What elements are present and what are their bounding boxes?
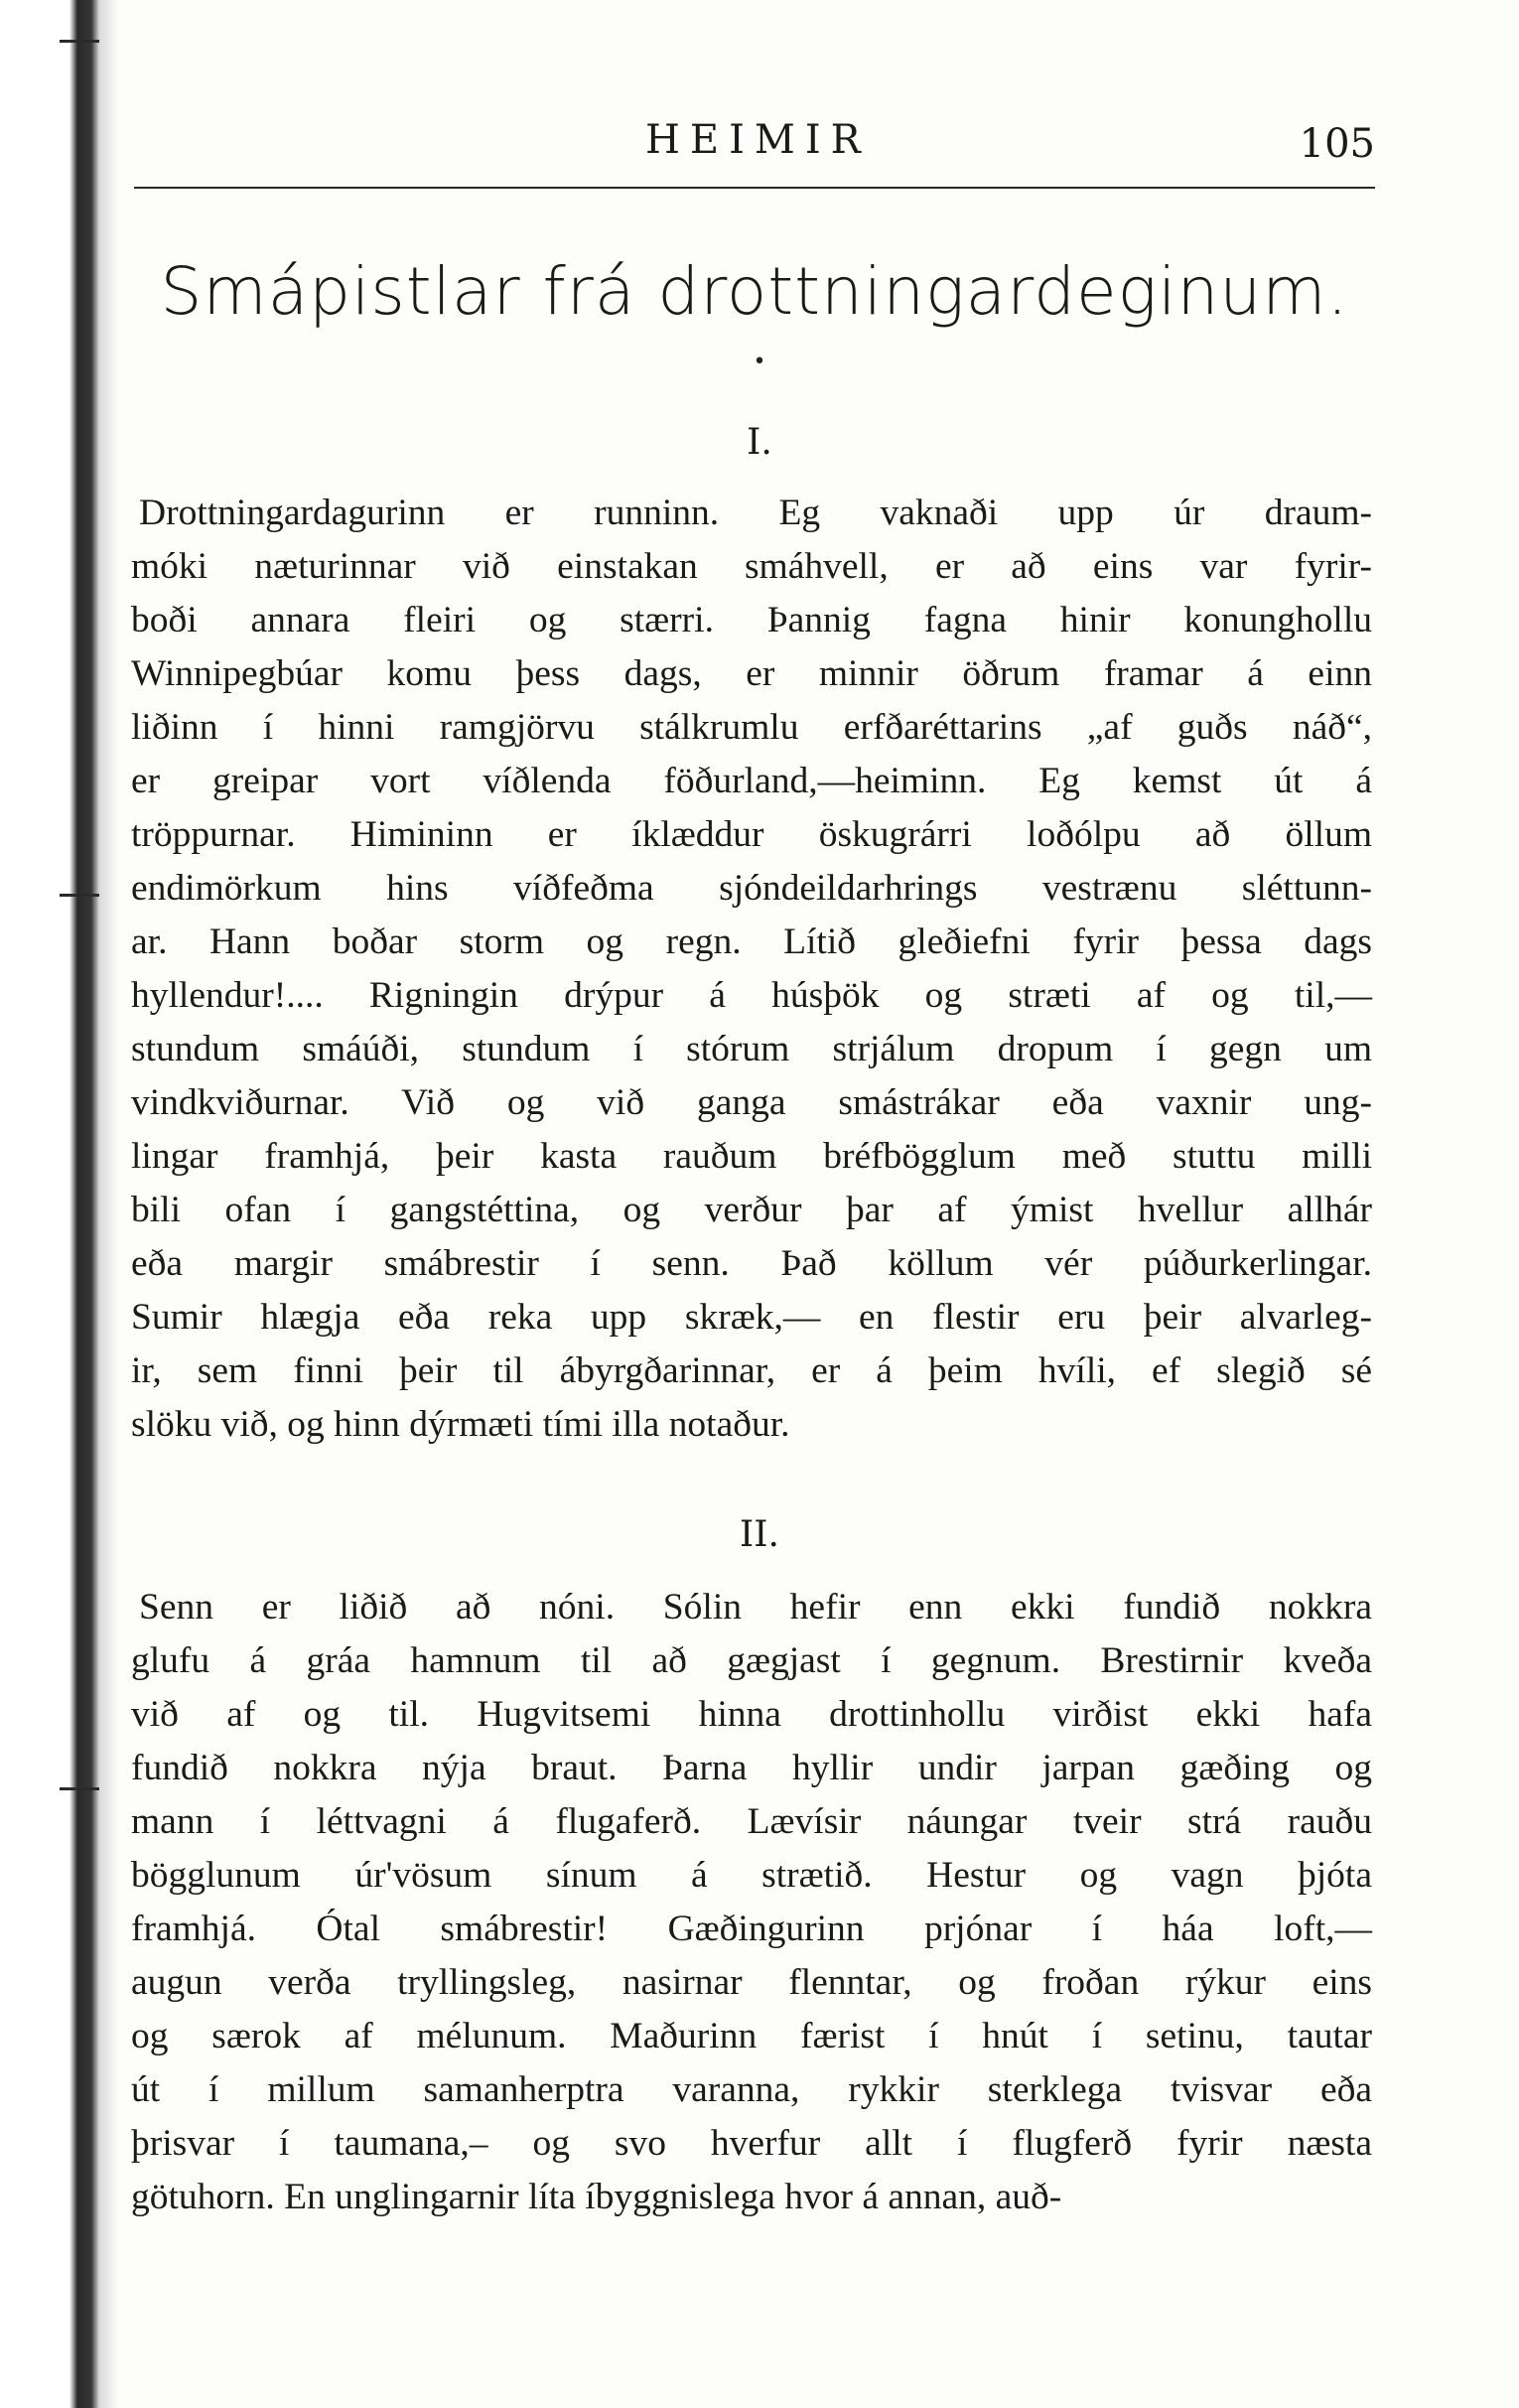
text-line: bögglunum úr'vösum sínum á strætið. Hestur og vagn þjóta — [131, 1855, 1372, 1896]
text-line: þrisvar í taumana,– og svo hverfur allt í flugferð fyrir næsta — [131, 2123, 1372, 2164]
text-line: hyllendur!.... Rigningin drýpur á húsþök og stræti af og til,— — [131, 975, 1372, 1016]
running-head — [134, 117, 1375, 177]
text-line: bili ofan í gangstéttina, og verður þar af ýmist hvellur allhár — [131, 1190, 1372, 1230]
text-line: við af og til. Hugvitsemi hinna drottinhollu virðist ekki hafa — [131, 1694, 1372, 1735]
text-line: ar. Hann boðar storm og regn. Lítið gleðiefni fyrir þessa dags — [131, 921, 1372, 962]
article-title: Smápistlar frá drottningardeginum. — [160, 253, 1349, 330]
text-line: Winnipegbúar komu þess dags, er minnir öðrum framar á einn — [131, 653, 1372, 694]
text-line: boði annara fleiri og stærri. Þannig fagna hinir konunghollu — [131, 600, 1372, 640]
text-line: út í millum samanherptra varanna, rykkir sterklega tvisvar eða — [131, 2069, 1372, 2110]
text-line: götuhorn. En unglingarnir líta íbyggnislega hvor á annan, auð- — [131, 2177, 1062, 2217]
text-line: fundið nokkra nýja braut. Þarna hyllir undir jarpan gæðing og — [131, 1748, 1372, 1788]
text-line: Senn er liðið að nóni. Sólin hefir enn ekki fundið nokkra — [139, 1587, 1372, 1628]
text-line: Drottningardagurinn er runninn. Eg vaknaði upp úr draum- — [139, 493, 1372, 533]
text-line: framhjá. Ótal smábrestir! Gæðingurinn prjónar í háa loft,— — [131, 1909, 1372, 1949]
text-line: vindkviðurnar. Við og við ganga smástrákar eða vaxnir ung- — [131, 1082, 1372, 1123]
text-line: glufu á gráa hamnum til að gægjast í gegnum. Brestirnir kveða — [131, 1640, 1372, 1681]
section-number-2: II. — [740, 1514, 779, 1555]
text-line: móki næturinnar við einstakan smáhvell, er að eins var fyrir- — [131, 546, 1372, 587]
text-line: augun verða tryllingsleg, nasirnar flenntar, og froðan rýkur eins — [131, 1962, 1372, 2003]
text-line: endimörkum hins víðfeðma sjóndeildarhrings vestrænu sléttunn- — [131, 868, 1372, 909]
text-line: lingar framhjá, þeir kasta rauðum bréfbögglum með stuttu milli — [131, 1136, 1372, 1177]
text-line: ir, sem finni þeir til ábyrgðarinnar, er á þeim hvíli, ef slegið sé — [131, 1350, 1372, 1391]
running-title: HEIMIR — [645, 117, 871, 163]
text-line: stundum smáúði, stundum í stórum strjálum dropum í gegn um — [131, 1029, 1372, 1069]
header-rule — [134, 187, 1375, 189]
ornament-dot: • — [753, 350, 766, 374]
section-2-paragraph — [131, 1581, 1372, 2224]
section-number-1: I. — [747, 422, 772, 463]
page-number: 105 — [1299, 121, 1375, 167]
text-line: slöku við, og hinn dýrmæti tími illa notaður. — [131, 1404, 790, 1445]
text-line: liðinn í hinni ramgjörvu stálkrumlu erfðaréttarins „af guðs náð“, — [131, 707, 1372, 748]
text-line: og særok af mélunum. Maðurinn færist í hnút í setinu, tautar — [131, 2016, 1372, 2056]
text-line: tröppurnar. Himininn er íklæddur öskugrárri loðólpu að öllum — [131, 814, 1372, 855]
section-1-paragraph — [131, 487, 1372, 1452]
text-line: Sumir hlægja eða reka upp skræk,— en flestir eru þeir alvarleg- — [131, 1297, 1372, 1338]
text-line: er greipar vort víðlenda föðurland,—heiminn. Eg kemst út á — [131, 761, 1372, 801]
binding-speck — [60, 894, 99, 897]
text-line: eða margir smábrestir í senn. Það köllum vér púðurkerlingar. — [131, 1243, 1372, 1284]
text-line: mann í léttvagni á flugaferð. Lævísir náungar tveir strá rauðu — [131, 1801, 1372, 1842]
binding-speck — [60, 1787, 99, 1790]
binding-speck — [60, 40, 99, 43]
